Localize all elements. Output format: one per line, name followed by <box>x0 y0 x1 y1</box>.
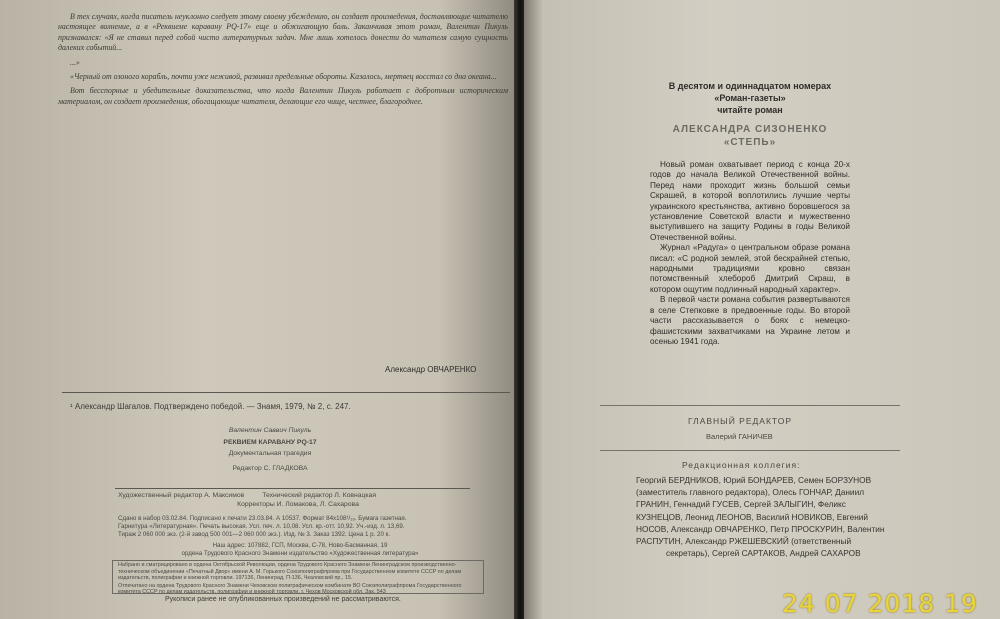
print-line: Тираж 2 060 000 экз. (2-й завод 500 001—2 060 000 экз.). Изд. № 3. Заказ 1392. Цена 1 р. 20 к. <box>118 530 391 538</box>
description-paragraph: Журнал «Радуга» о центральном образе романа писал: «С родной землей, этой бескрайней степью, народными традициями кровно связан потомственный хлебороб Дмитрий Скраш, в котором ощутим подлинный народный характер». <box>650 243 850 294</box>
novel-title: «СТЕПЬ» <box>723 137 777 148</box>
imprint-editor: Редактор С. ГЛАДКОВА <box>232 464 308 472</box>
board-line: РАСПУТИН, Александр РЖЕШЕВСКИЙ (ответственный <box>636 536 852 547</box>
imprint-printing <box>118 562 478 596</box>
description-paragraph: В первой части романа события развертываются в селе Степковке в предвоенные годы. Во второй части рассказывается о боях с немецко-фашистскими захватчиками на Украине летом и осенью 1941 года. <box>650 295 850 346</box>
essay-text <box>58 12 508 107</box>
chief-editor-label: ГЛАВНЫЙ РЕДАКТОР <box>688 416 792 426</box>
photo-timestamp: 24 07 2018 19 <box>782 589 978 618</box>
board-label: Редакционная коллегия: <box>682 460 801 470</box>
divider <box>600 450 900 451</box>
imprint-genre: Документальная трагедия <box>228 450 312 458</box>
printing-line: Отпечатано на ордена Трудового Красного Знамени Чеховском полиграфическом комбинате ВО Союзполиграфпрома Государственного комитета СССР по делам издательств, полиграфии и книжной торговли. г. Чехов Московской обл. Зак. 543 <box>118 582 462 596</box>
divider <box>115 488 470 489</box>
board-line: секретарь), Сергей САРТАКОВ, Андрей САХАРОВ <box>666 548 861 559</box>
imprint-block <box>120 427 420 473</box>
footnote: ¹ Александр Шагалов. Подтверждено победой. — Знамя, 1979, № 2, с. 247. <box>70 402 351 411</box>
board-line: (заместитель главного редактора), Олесь ГОНЧАР, Даниил <box>636 487 865 498</box>
essay-paragraph: Вот бесспорные и убедительные доказательства, что когда Валентин Пикуль работает с добротным историческим материалом, он создает произведения, обогащающие читателя, делающие его чище, честнее, благороднее. <box>58 86 508 106</box>
essay-signature: Александр ОВЧАРЕНКО <box>385 365 477 374</box>
board-line: Георгий БЕРДНИКОВ, Юрий БОНДАРЕВ, Семен БОРЗУНОВ <box>636 475 872 485</box>
essay-paragraph: «Черный от озоного корабль, почти уже неживой, развивал предельные обороты. Казалось, мертвец восстал со дна океана... <box>70 72 497 82</box>
imprint-author: Валентин Саввич Пикуль <box>228 427 312 434</box>
chief-editor-name: Валерий ГАНИЧЕВ <box>706 432 773 441</box>
print-line: Сдано в набор 03.02.84. Подписано к печати 23.03.84. А 10537. Формат 84х108¹/₁₆. Бумага газетная. <box>118 515 407 522</box>
description-paragraph: Новый роман охватывает период с конца 20-х годов до начала Великой Отечественной войны. Перед нами проходит жизнь большой семьи Скрашей, в которой воплотились лучшие черты украинского крестьянства, активно боровшегося за установление Советской власти и мужественно выступившего на защиту Родины в годы Великой Отечественной войны. <box>650 160 850 242</box>
editorial-board <box>636 474 885 559</box>
imprint-staff <box>118 492 478 509</box>
announcement-line: «Роман-газеты» <box>714 93 786 103</box>
manuscript-notice: Рукописи ранее не опубликованных произведений не рассматриваются. <box>165 596 401 603</box>
address-line: Наш адрес: 107882, ГСП, Москва, С-78, Ново-Басманная, 19 <box>212 542 388 549</box>
print-line: Гарнитура «Литературная». Печать высокая. Усл. печ. л. 10,08. Усл. кр.-отт. 10,92. Уч.-изд. л. 13,69. <box>118 522 405 530</box>
board-line: ГРАНИН, Геннадий ГУСЕВ, Сергей ЗАЛЫГИН, Феликс <box>636 499 846 510</box>
divider <box>600 405 900 406</box>
announcement-line: читайте роман <box>717 105 783 115</box>
imprint-address <box>140 542 460 558</box>
essay-paragraph: ...» <box>70 57 80 67</box>
announcement <box>600 80 900 116</box>
imprint-correctors: Корректоры И. Ломакова, Л. Сахарова <box>237 500 359 508</box>
novel-description <box>650 160 850 347</box>
board-line: КУЗНЕЦОВ, Леонид ЛЕОНОВ, Василий НОВИКОВ, Евгений <box>636 511 869 522</box>
address-line: ордена Трудового Красного Знамени издательство «Художественная литература» <box>181 549 419 557</box>
imprint-title: РЕКВИЕМ КАРАВАНУ PQ-17 <box>223 438 317 446</box>
imprint-print-data <box>118 515 478 538</box>
divider <box>62 392 510 393</box>
board-line: НОСОВ, Александр ОВЧАРЕНКО, Петр ПРОСКУРИН, Валентин <box>636 523 885 534</box>
essay-paragraph: В тех случаях, когда писатель неуклонно следует этому своему убеждению, он создает произведения, доставляющие читателю настоящее волнение, а в «Реквиеме каравану PQ-17» еще и обжигающую боль. Заканчивая этот роман, Валентин Пикуль признавался: «Я не ставил перед собой чисто литературных задач. Мне лишь хотелось донести до читателя самую сущность далеких событий... <box>58 12 508 53</box>
imprint-art-editor: Художественный редактор А. Максимов <box>118 492 245 499</box>
imprint-tech-editor: Технический редактор Л. Ковнацкая <box>262 492 377 499</box>
printing-line: Набрано и сматрицировано в ордена Октябрьской Революции, ордена Трудового Красного Знамени Ленинградском производственно-техническом объединении «Печатный Двор» имени А. М. Горького Союзполиграфпрома при Государственном комитете СССР по делам издательств, полиграфии и книжной торговли. 197136, Ленинград, П-136, Чкаловский пр., 15. <box>118 562 462 582</box>
novel-author: АЛЕКСАНДРА СИЗОНЕНКО <box>672 124 828 135</box>
announcement-line: В десятом и одиннадцатом номерах <box>668 81 832 91</box>
